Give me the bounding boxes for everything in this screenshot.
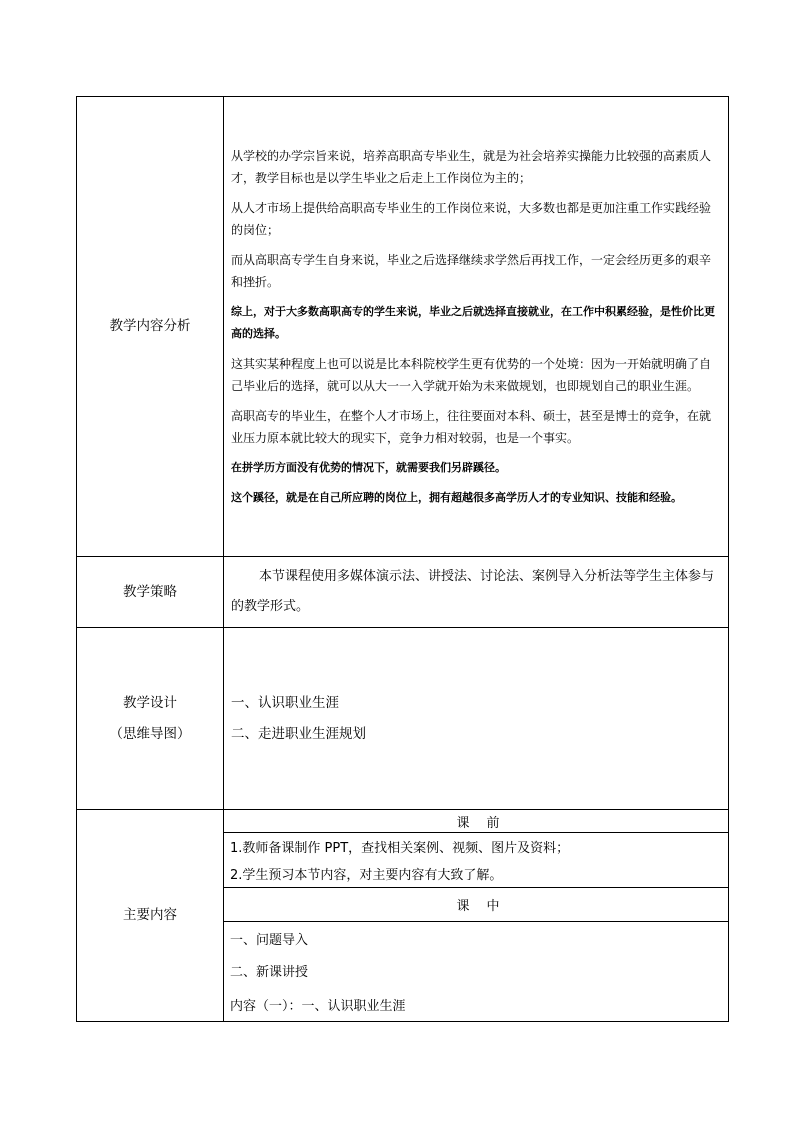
in-class-heading: 课 中 xyxy=(224,888,728,922)
analysis-paragraph: 而从高职高专学生自身来说，毕业之后选择继续求学然后再找工作，一定会经历更多的艰辛和挫折。 xyxy=(231,252,712,289)
in-class-item: 一、问题导入 xyxy=(230,932,309,948)
analysis-paragraph: 这个蹊径，就是在自己所应聘的岗位上，拥有超越很多高学历人才的专业知识、技能和经验。 xyxy=(231,490,682,504)
in-class-item: 二、新课讲授 xyxy=(230,965,309,981)
before-class-item: 2.学生预习本节内容，对主要内容有大致了解。 xyxy=(224,859,728,888)
before-class-item: 1.教师备课制作 PPT，查找相关案例、视频、图片及资料； xyxy=(230,840,570,856)
main-content xyxy=(224,810,729,1022)
analysis-paragraph: 这其实某种程度上也可以说是比本科院校学生更有优势的一个处境：因为一开始就明确了自己毕业后的选择，就可以从大一一入学就开始为未来做规划，也即规划自己的职业生涯。 xyxy=(231,356,712,393)
strategy-row xyxy=(77,557,729,628)
analysis-content xyxy=(224,97,729,557)
main-subtable xyxy=(224,810,728,1021)
analysis-paragraph: 综上，对于大多数高职高专的学生来说，毕业之后就选择直接就业，在工作中积累经验，是性价比更高的选择。 xyxy=(231,304,715,340)
analysis-row xyxy=(77,97,729,557)
analysis-paragraph: 从人才市场上提供给高职高专毕业生的工作岗位来说，大多数也都是更加注重工作实践经验的岗位； xyxy=(231,200,712,237)
analysis-paragraph: 高职高专的毕业生，在整个人才市场上，往往要面对本科、硕士，甚至是博士的竞争，在就业压力原本就比较大的现实下，竞争力相对较弱，也是一个事实。 xyxy=(231,408,712,445)
in-class-item: 内容（一）：一、认识职业生涯 xyxy=(230,998,406,1014)
strategy-content xyxy=(224,557,729,628)
design-row xyxy=(77,628,729,810)
analysis-paragraph: 在拼学历方面没有优势的情况下，就需要我们另辟蹊径。 xyxy=(231,460,506,474)
main-label: 主要内容 xyxy=(77,810,224,1022)
design-label-line1: 教学设计 xyxy=(123,694,177,711)
design-label xyxy=(77,628,224,810)
strategy-label: 教学策略 xyxy=(77,557,224,628)
design-item: 一、认识职业生涯 xyxy=(231,694,339,711)
analysis-paragraph: 从学校的办学宗旨来说，培养高职高专毕业生，就是为社会培养实操能力比较强的高素质人才，教学目标也是以学生毕业之后走上工作岗位为主的； xyxy=(231,148,712,185)
analysis-label: 教学内容分析 xyxy=(77,97,224,557)
before-class-heading: 课 前 xyxy=(224,810,728,833)
strategy-text: 本节课程使用多媒体演示法、讲授法、讨论法、案例导入分析法等学生主体参与的教学形式。 xyxy=(231,569,715,614)
lesson-plan-table xyxy=(76,96,729,1022)
main-content-row xyxy=(77,810,729,1022)
design-item: 二、走进职业生涯规划 xyxy=(231,725,366,742)
design-content xyxy=(224,628,729,810)
design-label-line2: （思维导图） xyxy=(109,725,191,742)
